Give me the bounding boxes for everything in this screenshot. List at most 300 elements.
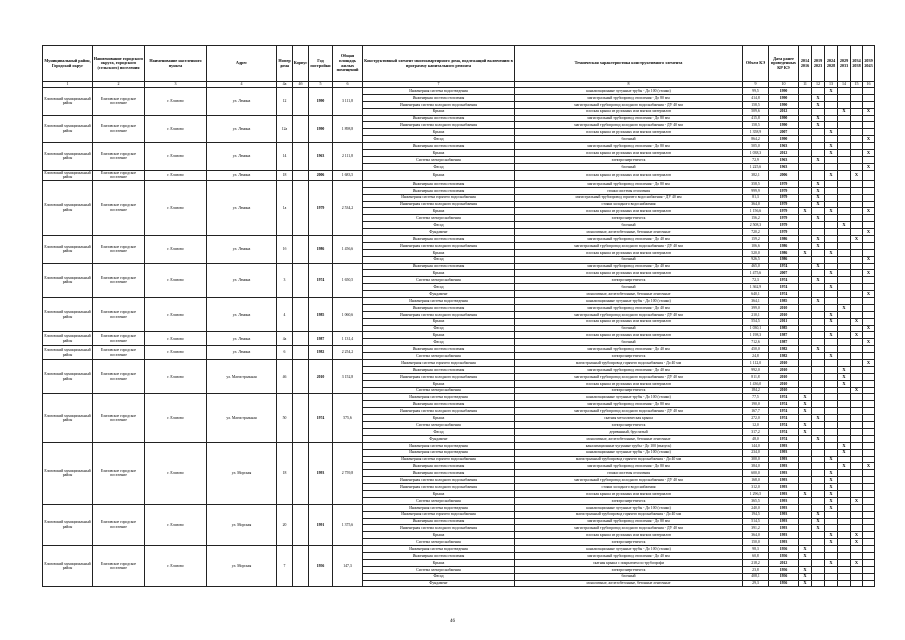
characteristic-cell: магистральный трубопровод горячего водоснабжения - До 40 мм: [515, 456, 743, 463]
period-mark-cell: [799, 353, 812, 360]
last-repair-date-cell: 1993: [769, 490, 799, 497]
period-mark-cell: X: [863, 463, 875, 470]
building-cell: [293, 504, 309, 545]
last-repair-date-cell: 1993: [769, 532, 799, 539]
period-mark-cell: [838, 284, 851, 291]
period-mark-cell: [838, 180, 851, 187]
last-repair-date-cell: 1979: [769, 215, 799, 222]
characteristic-cell: стояки холодного водоснабжения: [515, 201, 743, 208]
table-row: [43, 298, 875, 305]
element-cell: Инженерная система холодного водоснабжения: [363, 122, 515, 129]
last-repair-date-cell: 1993: [769, 470, 799, 477]
last-repair-date-cell: 1986: [769, 256, 799, 263]
period-mark-cell: X: [812, 415, 825, 422]
volume-cell: 194,5: [743, 511, 769, 518]
period-mark-cell: X: [863, 360, 875, 367]
period-mark-cell: [812, 463, 825, 470]
last-repair-date-cell: 1986: [769, 236, 799, 243]
period-mark-cell: [863, 304, 875, 311]
characteristic-cell: магистральный трубопровод отопления - До 40 мм: [515, 263, 743, 270]
period-mark-cell: [825, 422, 838, 429]
period-mark-cell: [838, 270, 851, 277]
period-mark-cell: [825, 552, 838, 559]
characteristic-cell: магистральный трубопровод горячего водоснабжения - До 40 мм: [515, 360, 743, 367]
volume-cell: 1 436,0: [743, 380, 769, 387]
district-cell: Елизовский муниципальный район: [43, 394, 93, 442]
house-number-cell: 18: [277, 442, 293, 504]
element-cell: Инженерная система отопления: [363, 263, 515, 270]
period-mark-cell: X: [863, 339, 875, 346]
period-mark-cell: [812, 229, 825, 236]
element-cell: Система электроснабжения: [363, 353, 515, 360]
column-number: 3: [145, 82, 207, 88]
period-mark-cell: [812, 270, 825, 277]
build-year-cell: 1987: [309, 332, 333, 346]
period-mark-cell: [863, 156, 875, 163]
characteristic-cell: блочный: [515, 284, 743, 291]
period-mark-cell: [838, 101, 851, 108]
period-mark-cell: [851, 187, 863, 194]
period-mark-cell: [863, 490, 875, 497]
characteristic-cell: магистральный трубопровод горячего водоснабжения - ДУ 40 мм: [515, 194, 743, 201]
period-mark-cell: [851, 373, 863, 380]
building-cell: [293, 180, 309, 235]
period-mark-cell: [825, 263, 838, 270]
characteristic-cell: магистральный трубопровод отопления - До 40 мм: [515, 236, 743, 243]
period-mark-cell: [863, 284, 875, 291]
living-area-cell: 1 375,6: [333, 504, 363, 545]
period-mark-cell: [838, 291, 851, 298]
period-mark-cell: [851, 156, 863, 163]
street-cell: ул. Ленина: [207, 115, 277, 143]
period-mark-cell: X: [863, 256, 875, 263]
building-cell: [293, 346, 309, 360]
period-mark-cell: [863, 332, 875, 339]
volume-cell: 106,6: [743, 242, 769, 249]
period-mark-cell: [799, 136, 812, 143]
table-row: [43, 346, 875, 353]
period-mark-cell: [863, 484, 875, 491]
period-mark-cell: X: [812, 156, 825, 163]
period-mark-cell: [812, 442, 825, 449]
period-mark-cell: X: [799, 552, 812, 559]
period-mark-cell: [838, 490, 851, 497]
period-mark-cell: [812, 380, 825, 387]
period-mark-cell: [799, 463, 812, 470]
characteristic-cell: плоская крыша из рулонных или мягких материалов: [515, 380, 743, 387]
last-repair-date-cell: 1982: [769, 346, 799, 353]
element-cell: Крыша: [363, 129, 515, 136]
period-mark-cell: [863, 88, 875, 95]
period-mark-cell: X: [838, 222, 851, 229]
period-mark-cell: [851, 229, 863, 236]
period-mark-cell: [799, 442, 812, 449]
last-repair-date-cell: 2012: [769, 559, 799, 566]
period-mark-cell: [799, 456, 812, 463]
period-mark-cell: [812, 490, 825, 497]
last-repair-date-cell: 2011: [769, 318, 799, 325]
last-repair-date-cell: 1993: [769, 442, 799, 449]
period-mark-cell: [838, 311, 851, 318]
period-mark-cell: [851, 490, 863, 497]
period-mark-cell: [825, 387, 838, 394]
last-repair-date-cell: 1974: [769, 408, 799, 415]
element-cell: Крыша: [363, 170, 515, 180]
last-repair-date-cell: 1974: [769, 428, 799, 435]
period-mark-cell: [863, 236, 875, 243]
period-mark-cell: [851, 311, 863, 318]
column-number: 4: [207, 82, 277, 88]
element-cell: Инженерная система отопления: [363, 143, 515, 150]
period-mark-cell: [812, 546, 825, 553]
characteristic-cell: канализационные чугунные трубы - До 100 (стояки): [515, 504, 743, 511]
period-mark-cell: X: [812, 346, 825, 353]
element-cell: Крыша: [363, 150, 515, 157]
period-mark-cell: [799, 304, 812, 311]
volume-cell: 712,6: [743, 339, 769, 346]
last-repair-date-cell: 1990: [769, 101, 799, 108]
last-repair-date-cell: 1974: [769, 415, 799, 422]
street-cell: ул. Ленина: [207, 236, 277, 264]
period-mark-cell: [851, 463, 863, 470]
period-mark-cell: [825, 298, 838, 305]
characteristic-cell: стояки системы отопления: [515, 187, 743, 194]
last-repair-date-cell: 2010: [769, 304, 799, 311]
volume-cell: 720,2: [743, 229, 769, 236]
period-mark-cell: [851, 284, 863, 291]
period-mark-cell: X: [825, 532, 838, 539]
period-mark-cell: [851, 325, 863, 332]
street-cell: ул. Ленина: [207, 298, 277, 332]
last-repair-date-cell: 1979: [769, 187, 799, 194]
last-repair-date-cell: 1956: [769, 573, 799, 580]
living-area-cell: 2 254,2: [333, 346, 363, 360]
period-mark-cell: [825, 236, 838, 243]
table-row: [43, 263, 875, 270]
last-repair-date-cell: 1979: [769, 208, 799, 215]
element-cell: Инженерная система горячего водоснабжения: [363, 511, 515, 518]
locality-cell: г. Елизово: [145, 170, 207, 180]
period-mark-cell: [812, 136, 825, 143]
column-number: 12: [812, 82, 825, 88]
period-mark-cell: [799, 284, 812, 291]
last-repair-date-cell: 1993: [769, 518, 799, 525]
period-mark-cell: X: [838, 366, 851, 373]
settlement-cell: Елизовское городское поселение: [93, 346, 145, 360]
period-mark-cell: X: [863, 163, 875, 170]
period-mark-cell: [812, 573, 825, 580]
column-number: 6: [333, 82, 363, 88]
table-row: [43, 88, 875, 95]
period-mark-cell: [838, 318, 851, 325]
last-repair-date-cell: 2007: [769, 129, 799, 136]
settlement-cell: Елизовское городское поселение: [93, 546, 145, 587]
period-mark-cell: [851, 122, 863, 129]
element-cell: Инженерная система водоотведения: [363, 546, 515, 553]
settlement-cell: Елизовское городское поселение: [93, 115, 145, 143]
period-mark-cell: [799, 94, 812, 101]
period-mark-cell: [851, 136, 863, 143]
element-cell: Система электроснабжения: [363, 422, 515, 429]
volume-cell: 48,0: [743, 435, 769, 442]
period-mark-cell: [812, 580, 825, 587]
period-mark-cell: X: [838, 108, 851, 115]
volume-cell: 1 038,3: [743, 150, 769, 157]
period-mark-cell: [838, 532, 851, 539]
element-cell: Инженерная система отопления: [363, 346, 515, 353]
build-year-cell: 1990: [309, 115, 333, 143]
last-repair-date-cell: 2012: [769, 150, 799, 157]
table-row: [43, 180, 875, 187]
period-mark-cell: [799, 311, 812, 318]
period-mark-cell: [838, 115, 851, 122]
period-mark-cell: X: [825, 484, 838, 491]
period-mark-cell: [825, 449, 838, 456]
period-mark-cell: X: [825, 249, 838, 256]
volume-cell: 158,5: [743, 122, 769, 129]
period-mark-cell: X: [799, 394, 812, 401]
period-mark-cell: [799, 215, 812, 222]
volume-cell: 600,0: [743, 470, 769, 477]
characteristic-cell: канализационные чугунные трубы - До 100 (стояки): [515, 298, 743, 305]
last-repair-date-cell: 1990: [769, 94, 799, 101]
volume-cell: 1 225,6: [743, 163, 769, 170]
table-body: [43, 88, 875, 587]
period-mark-cell: [825, 277, 838, 284]
period-mark-cell: [825, 415, 838, 422]
period-mark-cell: [838, 263, 851, 270]
street-cell: ул. Морская: [207, 546, 277, 587]
period-mark-cell: X: [799, 580, 812, 587]
period-mark-cell: [825, 194, 838, 201]
column-number: 1: [43, 82, 93, 88]
period-mark-cell: [825, 580, 838, 587]
characteristic-cell: магистральный трубопровод отопления - До 80 мм: [515, 463, 743, 470]
settlement-cell: Елизовское городское поселение: [93, 180, 145, 235]
period-mark-cell: [838, 559, 851, 566]
header-row: [43, 46, 875, 82]
volume-cell: 364,0: [743, 201, 769, 208]
period-mark-cell: [863, 194, 875, 201]
volume-cell: 158,5: [743, 101, 769, 108]
period-mark-cell: [851, 394, 863, 401]
period-mark-cell: [812, 339, 825, 346]
building-cell: [293, 360, 309, 394]
period-mark-cell: [812, 456, 825, 463]
period-mark-cell: X: [825, 559, 838, 566]
period-mark-cell: [838, 242, 851, 249]
last-repair-date-cell: 1963: [769, 156, 799, 163]
element-cell: Инженерная система горячего водоснабжения: [363, 194, 515, 201]
period-mark-cell: X: [851, 318, 863, 325]
characteristic-cell: монолитные, железобетонные, бетонные ленточные: [515, 229, 743, 236]
characteristic-cell: магистральный трубопровод холодного водоснабжения - ДУ 40 мм: [515, 525, 743, 532]
period-mark-cell: [812, 449, 825, 456]
element-cell: Инженерная система горячего водоснабжения: [363, 360, 515, 367]
period-mark-cell: [799, 511, 812, 518]
characteristic-cell: магистральный трубопровод горячего водоснабжения - До 40 мм: [515, 511, 743, 518]
street-cell: ул. Ленина: [207, 332, 277, 346]
column-header: 2014 2016: [799, 46, 812, 82]
element-cell: Инженерная система отопления: [363, 304, 515, 311]
period-mark-cell: X: [825, 150, 838, 157]
period-mark-cell: [825, 511, 838, 518]
volume-cell: 358,5: [743, 180, 769, 187]
period-mark-cell: [838, 88, 851, 95]
period-mark-cell: [825, 435, 838, 442]
element-cell: Система электроснабжения: [363, 539, 515, 546]
period-mark-cell: X: [863, 208, 875, 215]
period-mark-cell: [863, 311, 875, 318]
characteristic-cell: скатная металлическая крыша: [515, 415, 743, 422]
column-header: 2029 2033: [838, 46, 851, 82]
settlement-cell: Елизовское городское поселение: [93, 442, 145, 504]
period-mark-cell: [812, 332, 825, 339]
characteristic-cell: магистральный трубопровод отопления - До 80 мм: [515, 143, 743, 150]
period-mark-cell: [825, 380, 838, 387]
building-cell: [293, 236, 309, 264]
last-repair-date-cell: 1974: [769, 394, 799, 401]
period-mark-cell: X: [812, 518, 825, 525]
period-mark-cell: [825, 373, 838, 380]
period-mark-cell: X: [838, 373, 851, 380]
characteristic-cell: магистральный трубопровод отопления - До 80 мм: [515, 115, 743, 122]
period-mark-cell: [825, 442, 838, 449]
period-mark-cell: X: [812, 201, 825, 208]
period-mark-cell: [825, 291, 838, 298]
volume-cell: 1 198,3: [743, 332, 769, 339]
column-header: 2019 2023: [812, 46, 825, 82]
volume-cell: 382,1: [743, 170, 769, 180]
period-mark-cell: [799, 380, 812, 387]
period-mark-cell: [863, 573, 875, 580]
last-repair-date-cell: 1990: [769, 115, 799, 122]
volume-cell: 450,0: [743, 346, 769, 353]
characteristic-cell: канализационные чугунные трубы - До 100 (стояки): [515, 394, 743, 401]
volume-cell: 312,0: [743, 484, 769, 491]
period-mark-cell: [825, 339, 838, 346]
period-mark-cell: [851, 208, 863, 215]
period-mark-cell: [838, 435, 851, 442]
volume-cell: 98,3: [743, 546, 769, 553]
last-repair-date-cell: 2007: [769, 270, 799, 277]
last-repair-date-cell: 1993: [769, 484, 799, 491]
characteristic-cell: электроэнергетическ: [515, 497, 743, 504]
last-repair-date-cell: 1974: [769, 277, 799, 284]
column-number: 14: [838, 82, 851, 88]
characteristic-cell: скатная крыша с покрытием по трубопрофи: [515, 559, 743, 566]
period-mark-cell: X: [812, 298, 825, 305]
column-header: 2024 2028: [825, 46, 838, 82]
element-cell: Инженерная система отопления: [363, 552, 515, 559]
period-mark-cell: [838, 256, 851, 263]
element-cell: Крыша: [363, 270, 515, 277]
volume-cell: 168,0: [743, 477, 769, 484]
characteristic-cell: деревянный, брусчатый: [515, 428, 743, 435]
column-number: 13: [825, 82, 838, 88]
characteristic-cell: магистральный трубопровод холодного водоснабжения - ДУ 40 мм: [515, 311, 743, 318]
characteristic-cell: канализационные чугунные трубы - До 100 (стояки): [515, 449, 743, 456]
last-repair-date-cell: 1990: [769, 136, 799, 143]
element-cell: Крыша: [363, 380, 515, 387]
characteristic-cell: блочный: [515, 163, 743, 170]
period-mark-cell: [825, 525, 838, 532]
last-repair-date-cell: 1993: [769, 525, 799, 532]
period-mark-cell: [838, 129, 851, 136]
district-cell: Елизовский муниципальный район: [43, 143, 93, 171]
volume-cell: 317,2: [743, 428, 769, 435]
district-cell: Елизовский муниципальный район: [43, 236, 93, 264]
period-mark-cell: X: [812, 94, 825, 101]
period-mark-cell: [851, 180, 863, 187]
period-mark-cell: X: [863, 136, 875, 143]
period-mark-cell: X: [851, 236, 863, 243]
period-mark-cell: X: [799, 408, 812, 415]
volume-cell: 2 508,3: [743, 222, 769, 229]
element-cell: Фундамент: [363, 435, 515, 442]
period-mark-cell: [838, 346, 851, 353]
period-mark-cell: [851, 108, 863, 115]
element-cell: Фасад: [363, 136, 515, 143]
period-mark-cell: X: [851, 559, 863, 566]
period-mark-cell: X: [799, 428, 812, 435]
period-mark-cell: [838, 208, 851, 215]
last-repair-date-cell: 1993: [769, 449, 799, 456]
last-repair-date-cell: 1956: [769, 546, 799, 553]
period-mark-cell: [825, 366, 838, 373]
volume-cell: 23,8: [743, 566, 769, 573]
element-cell: Инженерная система водоотведения: [363, 449, 515, 456]
period-mark-cell: [851, 150, 863, 157]
element-cell: Фасад: [363, 325, 515, 332]
last-repair-date-cell: 1982: [769, 353, 799, 360]
period-mark-cell: [851, 304, 863, 311]
period-mark-cell: [838, 277, 851, 284]
characteristic-cell: канализационные чугунные трубы - До 100 (стояки): [515, 88, 743, 95]
period-mark-cell: [825, 94, 838, 101]
element-cell: Фасад: [363, 339, 515, 346]
element-cell: Система электроснабжения: [363, 387, 515, 394]
volume-cell: 218,2: [743, 559, 769, 566]
table-row: [43, 394, 875, 401]
table-row: [43, 360, 875, 367]
element-cell: Система электроснабжения: [363, 156, 515, 163]
period-mark-cell: [863, 115, 875, 122]
district-cell: Елизовский муниципальный район: [43, 360, 93, 394]
last-repair-date-cell: 1974: [769, 435, 799, 442]
element-cell: Крыша: [363, 415, 515, 422]
district-cell: Елизовский муниципальный район: [43, 88, 93, 116]
period-mark-cell: [838, 394, 851, 401]
characteristic-cell: магистральный трубопровод холодного водоснабжения - ДУ 40 мм: [515, 242, 743, 249]
volume-cell: 12,0: [743, 422, 769, 429]
period-mark-cell: [812, 256, 825, 263]
period-mark-cell: [838, 187, 851, 194]
period-mark-cell: [863, 470, 875, 477]
volume-cell: 384,0: [743, 463, 769, 470]
period-mark-cell: [799, 88, 812, 95]
period-mark-cell: X: [825, 539, 838, 546]
district-cell: Елизовский муниципальный район: [43, 442, 93, 504]
characteristic-cell: электроэнергетическ: [515, 277, 743, 284]
settlement-cell: Елизовское городское поселение: [93, 88, 145, 116]
settlement-cell: Елизовское городское поселение: [93, 170, 145, 180]
volume-cell: 300,0: [743, 456, 769, 463]
period-mark-cell: [851, 504, 863, 511]
period-mark-cell: [863, 222, 875, 229]
volume-cell: 811,8: [743, 373, 769, 380]
characteristic-cell: плоская крыша из рулонных или мягких материалов: [515, 332, 743, 339]
